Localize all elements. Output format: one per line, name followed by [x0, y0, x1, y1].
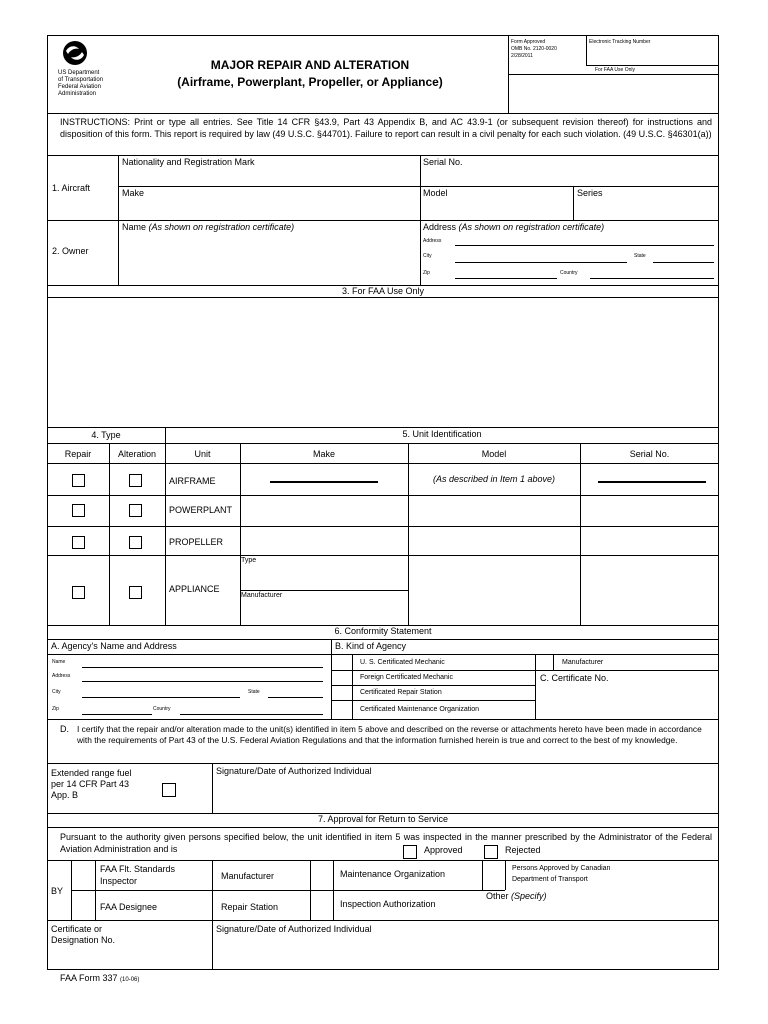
registration-mark-field[interactable] [120, 170, 418, 185]
ext-fuel-line-2: per 14 CFR Part 43 [51, 779, 130, 789]
appliance-manufacturer-field[interactable] [242, 601, 406, 623]
instructions-text: INSTRUCTIONS: Print or type all entries. See Title 14 CFR §43.9, Part 43 Appendix B, and AC 43.9-1 (or subsequent revision thereof) for instructions and disposition of this form. This report is required by law (49 U.S.C. §44701). Failure to report can result in a civil penalty for each such violation. (49 U.S.C. §46301(a)) [60, 117, 712, 139]
agency-line-3: Federal Aviation [58, 84, 101, 90]
aircraft-serial-field[interactable] [422, 170, 717, 185]
aircraft-model-field[interactable] [422, 200, 571, 218]
us-mechanic-label: U. S. Certificated Mechanic [360, 659, 445, 666]
aircraft-make-field[interactable] [120, 200, 418, 218]
faa-use-title: 3. For FAA Use Only [341, 286, 425, 296]
appliance-repair-checkbox[interactable] [72, 586, 85, 599]
appliance-label: APPLIANCE [169, 584, 220, 594]
model-label: Model [423, 188, 448, 198]
owner-name-field[interactable] [120, 236, 418, 282]
repair-station-label: Certificated Repair Station [360, 689, 442, 696]
make-label: Make [122, 188, 145, 198]
ext-fuel-checkbox[interactable] [162, 783, 176, 797]
footer-form-number: FAA Form 337 (10-06) [60, 973, 140, 983]
designee-checkbox[interactable] [73, 892, 94, 919]
manufacturer-checkbox[interactable] [537, 656, 552, 669]
footer-revision: (10-06) [120, 977, 140, 983]
appliance-type-field[interactable] [242, 566, 406, 588]
foreign-mechanic-label: Foreign Certificated Mechanic [360, 674, 453, 681]
airframe-serial-dash [598, 481, 706, 483]
cert-designation-field[interactable] [49, 948, 210, 968]
aircraft-series-field[interactable] [575, 200, 717, 218]
appliance-manufacturer-label: Manufacturer [241, 592, 283, 599]
appliance-serial-field[interactable] [582, 557, 717, 623]
airframe-label: AIRFRAME [169, 476, 216, 486]
agency-line-2: of Transportation [58, 77, 104, 83]
address-label: Address [423, 238, 442, 244]
repair-header: Repair [64, 449, 92, 459]
agency-name-header: A. Agency's Name and Address [51, 641, 177, 651]
owner-name-note: (As shown on registration certificate) [148, 222, 295, 232]
owner-state-field[interactable] [653, 252, 714, 262]
approval-maint-org-checkbox[interactable] [484, 862, 504, 889]
serial-header: Serial No. [629, 449, 670, 459]
conformity-signature-field[interactable] [214, 779, 717, 811]
agency-country-field[interactable] [180, 704, 323, 714]
powerplant-label: POWERPLANT [169, 505, 233, 515]
foreign-mechanic-checkbox[interactable] [333, 671, 351, 684]
owner-label: 2. Owner [52, 246, 89, 256]
propeller-make-field[interactable] [242, 528, 406, 554]
approval-signature-label: Signature/Date of Authorized Individual [216, 924, 372, 934]
dot-logo-icon [62, 40, 88, 66]
faa-use-only-field[interactable] [510, 76, 717, 112]
omb-number: OMB No. 2120-0020 [511, 46, 557, 52]
owner-zip-field[interactable] [455, 268, 557, 278]
agency-city-label: City [52, 689, 61, 695]
agency-zip-label: Zip [52, 706, 59, 712]
agency-line-4: Administration [58, 91, 97, 97]
type-title: 4. Type [91, 430, 121, 440]
approval-manufacturer-label: Manufacturer [221, 871, 275, 881]
airframe-make-dash [270, 481, 378, 483]
statement-letter: D. [60, 724, 69, 734]
agency-line-1: US Department [58, 70, 100, 76]
form-approved: Form Approved [511, 39, 546, 45]
owner-country-field[interactable] [590, 268, 714, 278]
canadian-line-2: Department of Transport [512, 876, 588, 883]
conformity-signature-label: Signature/Date of Authorized Individual [216, 766, 372, 776]
form-subtitle: (Airframe, Powerplant, Propeller, or Appliance) [177, 75, 443, 89]
cert-no-label: C. Certificate No. [540, 673, 609, 683]
tracking-label: Electronic Tracking Number [589, 39, 651, 45]
propeller-model-field[interactable] [410, 528, 578, 554]
owner-address-label: Address (As shown on registration certificate) [423, 222, 605, 232]
manufacturer-label: Manufacturer [562, 659, 604, 666]
nationality-label: Nationality and Registration Mark [122, 157, 255, 167]
agency-name-field[interactable] [82, 657, 323, 667]
approval-other-note: (Specify) [511, 891, 547, 901]
owner-city-field[interactable] [455, 252, 627, 262]
approval-designee-label: FAA Designee [100, 902, 158, 912]
certification-statement: I certify that the repair and/or alteration made to the unit(s) identified in item 5 above and described on the reverse or attachments hereto have been made in accordance with the requirements of Part 43 of the U.S. Federal Aviation Regulations and that the information furnished herein is true and correct to the best of my knowledge. [77, 724, 702, 745]
propeller-serial-field[interactable] [582, 528, 717, 554]
powerplant-repair-checkbox[interactable] [72, 504, 85, 517]
rejected-checkbox[interactable] [484, 845, 498, 859]
approval-signature-field[interactable] [214, 937, 717, 968]
appliance-alteration-checkbox[interactable] [129, 586, 142, 599]
agency-country-label: Country [153, 706, 171, 712]
powerplant-alteration-checkbox[interactable] [129, 504, 142, 517]
unit-id-title: 5. Unit Identification [402, 429, 482, 439]
approval-other-label: Other (Specify) [486, 891, 547, 901]
us-mechanic-checkbox[interactable] [333, 656, 351, 669]
airframe-repair-checkbox[interactable] [72, 474, 85, 487]
tracking-number-field[interactable] [589, 48, 717, 64]
maint-org-checkbox[interactable] [333, 701, 351, 718]
unit-header: Unit [194, 449, 211, 459]
flt-standards-line-2: Inspector [100, 876, 138, 886]
agency-address-field[interactable] [82, 671, 323, 681]
approval-inspection-auth-label: Inspection Authorization [340, 899, 436, 909]
approval-title: 7. Approval for Return to Service [317, 814, 449, 824]
agency-address-label: Address [52, 673, 71, 679]
rejected-label: Rejected [505, 845, 541, 855]
owner-address-note: (As shown on registration certificate) [458, 222, 605, 232]
owner-address-field[interactable] [455, 235, 714, 245]
canadian-line-1: Persons Approved by Canadian [512, 865, 611, 872]
state-label: State [634, 253, 646, 259]
appliance-model-field[interactable] [410, 557, 578, 623]
propeller-repair-checkbox[interactable] [72, 536, 85, 549]
agency-state-label: State [248, 689, 260, 695]
approval-text: Pursuant to the authority given persons specified below, the unit identified in item 5 was inspected in the manner prescribed by the Administrator of the Federal Aviation Administration and is [60, 832, 712, 854]
faa-use-area[interactable] [49, 299, 717, 425]
serial-label: Serial No. [423, 157, 463, 167]
agency-zip-field[interactable] [82, 704, 152, 714]
form-title: MAJOR REPAIR AND ALTERATION [210, 58, 410, 72]
ext-fuel-line-3: App. B [51, 790, 79, 800]
country-label: Country [560, 270, 578, 276]
ext-fuel-line-1: Extended range fuel [51, 768, 132, 778]
model-header: Model [481, 449, 507, 459]
zip-label: Zip [423, 270, 430, 276]
alteration-header: Alteration [117, 449, 157, 459]
propeller-alteration-checkbox[interactable] [129, 536, 142, 549]
propeller-label: PROPELLER [169, 537, 224, 547]
agency-city-field[interactable] [82, 687, 240, 697]
owner-name-label: Name (As shown on registration certificate) [122, 222, 295, 232]
approval-other-field[interactable] [486, 903, 717, 919]
city-label: City [423, 253, 432, 259]
flt-standards-line-1: FAA Flt. Standards [100, 864, 176, 874]
appliance-type-label: Type [241, 557, 257, 564]
cert-no-field[interactable] [537, 686, 717, 718]
approval-maint-org-label: Maintenance Organization [340, 869, 446, 879]
approval-repair-station-checkbox[interactable] [312, 892, 332, 919]
maint-org-label: Certificated Maintenance Organization [360, 706, 480, 713]
agency-name-label: Name [52, 659, 66, 665]
kind-of-agency-header: B. Kind of Agency [335, 641, 407, 651]
omb-date: 2/28/2011 [511, 53, 533, 59]
airframe-alteration-checkbox[interactable] [129, 474, 142, 487]
repair-station-checkbox[interactable] [333, 686, 351, 699]
agency-state-field[interactable] [268, 687, 323, 697]
approved-label: Approved [424, 845, 463, 855]
cert-designation-line-2: Designation No. [51, 935, 116, 945]
flt-standards-checkbox[interactable] [73, 862, 94, 889]
cert-designation-line-1: Certificate or [51, 924, 103, 934]
approved-checkbox[interactable] [403, 845, 417, 859]
powerplant-model-field[interactable] [410, 497, 578, 525]
faa-use-only-label: For FAA Use Only [594, 67, 635, 73]
approval-manufacturer-checkbox[interactable] [312, 862, 332, 889]
by-label: BY [51, 886, 64, 896]
make-header: Make [312, 449, 335, 459]
powerplant-make-field[interactable] [242, 497, 406, 525]
conformity-title: 6. Conformity Statement [334, 626, 432, 636]
powerplant-serial-field[interactable] [582, 497, 717, 525]
series-label: Series [577, 188, 603, 198]
approval-repair-station-label: Repair Station [221, 902, 279, 912]
airframe-model-note: (As described in Item 1 above) [432, 474, 556, 484]
aircraft-label: 1. Aircraft [52, 183, 91, 193]
